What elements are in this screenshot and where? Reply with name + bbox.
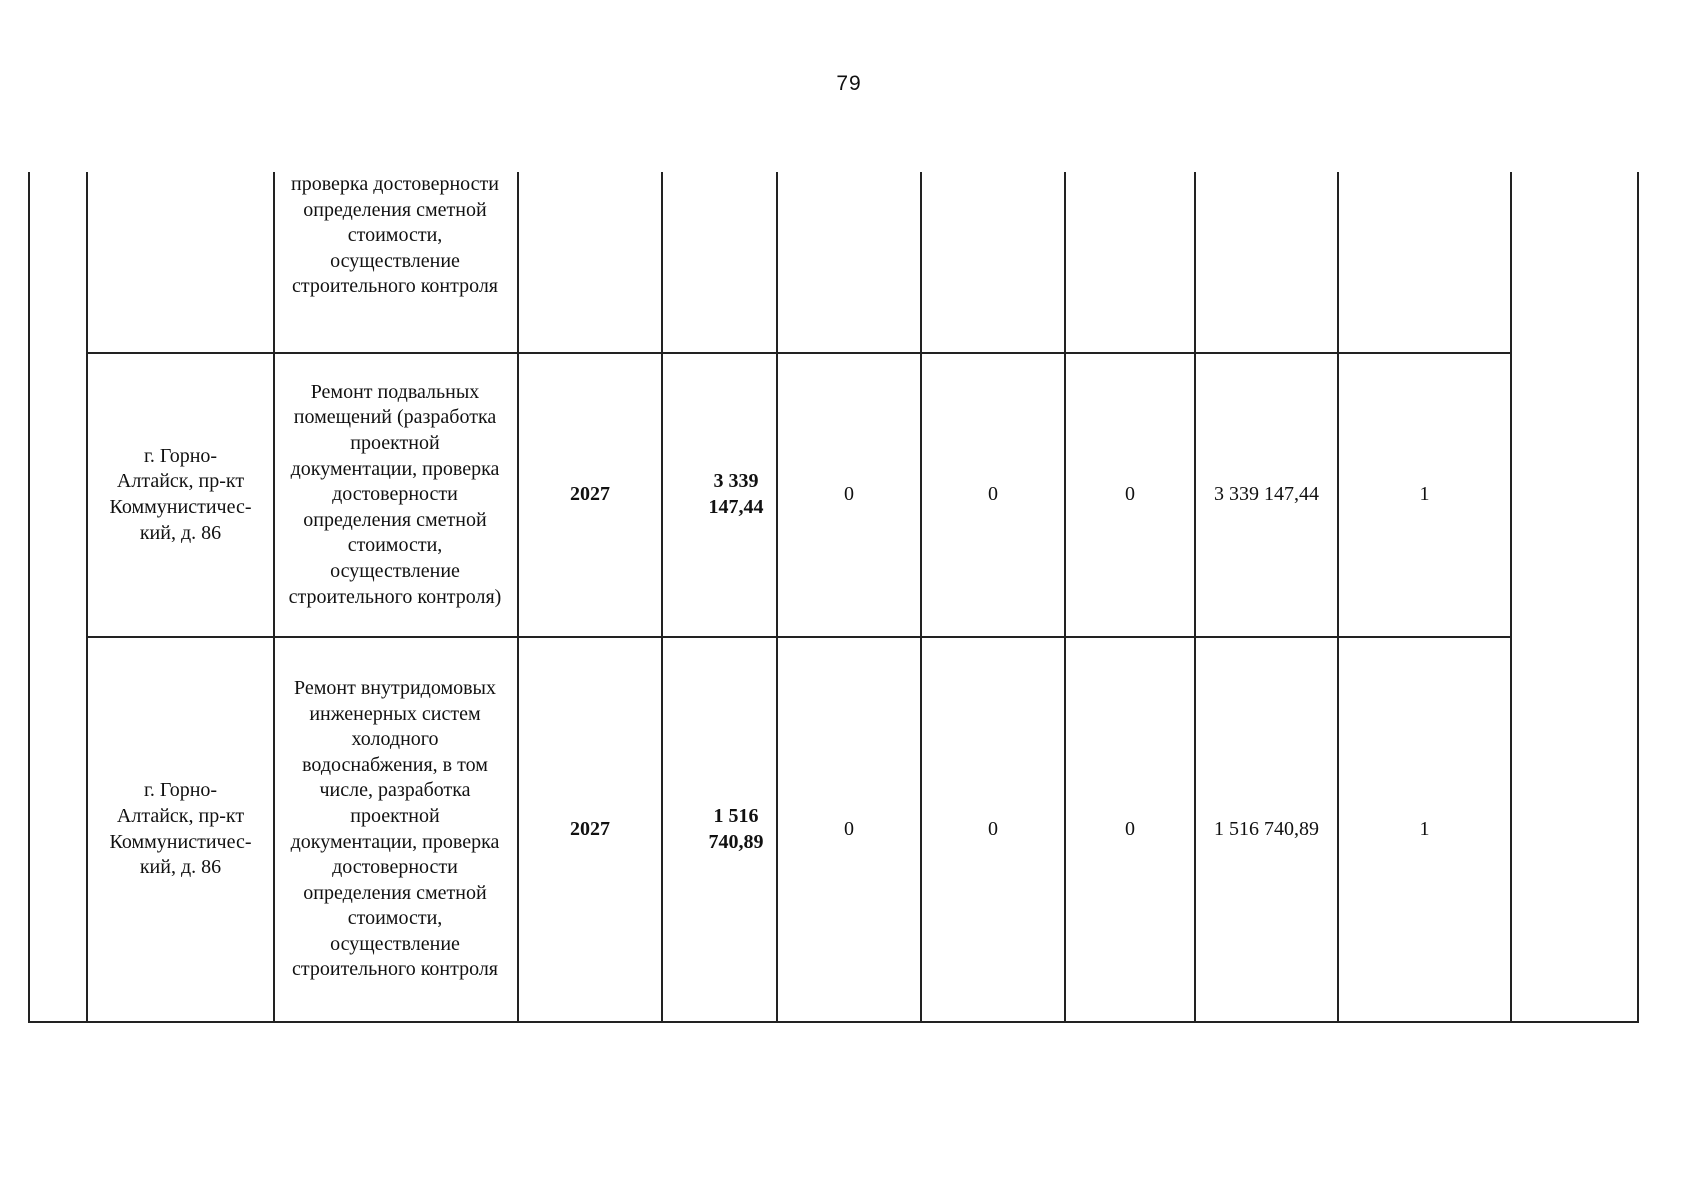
table-border — [28, 172, 30, 1023]
value-cell: 0 — [988, 817, 998, 840]
column-divider — [86, 172, 88, 1023]
column-divider — [661, 172, 663, 1023]
value-cell: 0 — [1125, 817, 1135, 840]
table-border — [1637, 172, 1639, 1023]
total-cost: 1 516 740,89 — [708, 804, 764, 853]
value-cell: 0 — [844, 817, 854, 840]
column-divider — [273, 172, 275, 1023]
total-cost: 3 339 147,44 — [708, 470, 764, 518]
repair-schedule-table — [28, 172, 1639, 1023]
value-cell: 0 — [844, 483, 854, 506]
column-divider — [1510, 172, 1512, 1023]
page-number: 79 — [836, 72, 862, 95]
table-bottom-border — [28, 1021, 1639, 1023]
value-cell: 0 — [1125, 483, 1135, 506]
work-description: проверка достоверности определения сметной стоимости, осуществление строительного контроля — [291, 173, 499, 298]
value-cell: 1 516 740,89 — [1214, 817, 1319, 840]
value-cell: 3 339 147,44 — [1214, 483, 1319, 506]
address: г. Горно-Алтайск, пр-кт Коммунистичес-кий, д. 86 — [109, 444, 252, 544]
value-cell: 1 — [1419, 483, 1430, 506]
work-description: Ремонт подвальных помещений (разработка проектной документации, проверка достоверности определения сметной стоимости, осуществление строительного контроля) — [288, 380, 502, 608]
work-description: Ремонт внутридомовых инженерных систем холодного водоснабжения, в том числе, разработка проектной документации, проверка достоверности определения сметной стоимости, осуществление строительного контроля — [290, 676, 500, 981]
value-cell: 0 — [988, 483, 998, 506]
year: 2027 — [570, 483, 610, 506]
value-cell: 1 — [1419, 817, 1430, 840]
year: 2027 — [570, 817, 610, 840]
address: г. Горно-Алтайск, пр-кт Коммунистичес-кий, д. 86 — [109, 779, 252, 879]
